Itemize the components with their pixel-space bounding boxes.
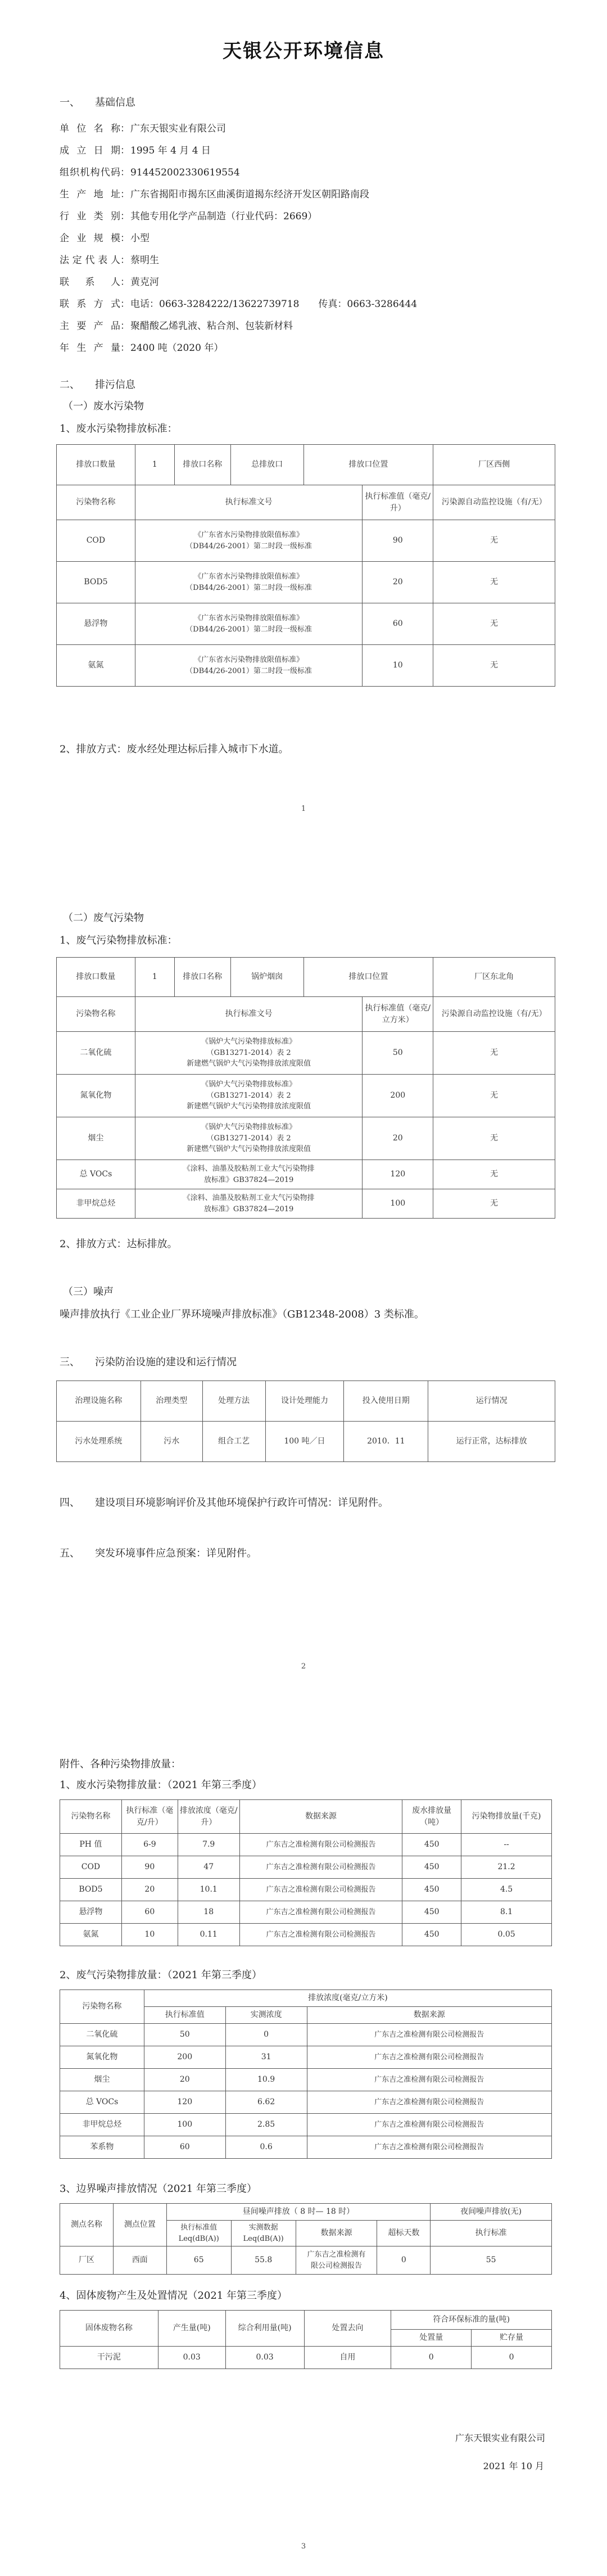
header-daytime: 昼间噪声排放（ 8 时— 18 时）: [166, 2204, 431, 2221]
colon: ：: [120, 321, 130, 332]
exhaust-cell: 6.62: [225, 2091, 307, 2114]
limit-value: 200: [363, 1075, 433, 1117]
standard-doc: [135, 562, 363, 603]
basic-info-value: 小型: [130, 233, 150, 244]
exhaust-amount-table: [60, 1989, 552, 2159]
header-measured: 实测浓度: [225, 2007, 307, 2024]
solid-waste-cell: 0.03: [158, 2347, 225, 2369]
wastewater-standard-table: [56, 444, 555, 687]
section-3-heading: 三、 污染防治设施的建设和运行情况: [60, 1356, 237, 1368]
header-limit: 执行标准值（毫克/立方米）: [363, 997, 433, 1032]
exhaust-cell: 31: [225, 2046, 307, 2069]
colon: ：: [120, 167, 130, 178]
solid-waste-cell: 0: [472, 2347, 552, 2369]
exhaust-cell: 120: [144, 2091, 225, 2114]
facility-header-cell: 运行情况: [428, 1381, 555, 1422]
wastewater-amount-title: 1、废水污染物排放量：（2021 年第三季度）: [60, 1779, 262, 1791]
monitor-status: 无: [433, 645, 555, 687]
exhaust-cell: 烟尘: [60, 2069, 144, 2091]
table-row: [57, 1075, 555, 1117]
header-standard-value: 执行标准值: [144, 2007, 225, 2024]
table-row: [57, 1117, 555, 1160]
basic-info-row: [60, 166, 240, 180]
amount-cell: 450: [402, 1834, 461, 1856]
over-days: 0: [377, 2246, 431, 2275]
standard-line: 新建燃气锅炉大气污染物排放浓度限值: [187, 1059, 311, 1068]
outlet-name: 总排放口: [230, 445, 304, 485]
amount-cell: 60: [121, 1901, 178, 1924]
table-row: [57, 520, 555, 562]
exhaust-standard-table: [56, 957, 555, 1219]
standard-line: （GB13271-2014）表 2: [206, 1048, 291, 1057]
header-pollutant: 污染物名称: [57, 997, 135, 1032]
data-source: [296, 2246, 377, 2275]
point-location: 西面: [113, 2246, 166, 2275]
basic-info-key: 单 位 名 称: [60, 123, 120, 134]
basic-info-row: [60, 210, 317, 224]
exhaust-cell: 非甲烷总烃: [60, 2114, 144, 2136]
basic-info-row: [60, 254, 159, 268]
amount-cell: 4.5: [461, 1879, 552, 1901]
table-row: [57, 645, 555, 687]
section-1-heading: 一、 基础信息: [60, 97, 135, 109]
limit-value: 20: [363, 1117, 433, 1160]
header-monitor: 污染源自动监控设施（有/无）: [433, 997, 555, 1032]
exhaust-cell: 苯系物: [60, 2136, 144, 2159]
exhaust-cell: 广东吉之准检测有限公司检测报告: [307, 2046, 551, 2069]
standard-line: 放标准》GB37824—2019: [203, 1175, 294, 1184]
standard-value: 65: [166, 2246, 231, 2275]
colon: ：: [120, 123, 130, 134]
amount-header-cell: 废水排放量（吨）: [402, 1800, 461, 1834]
standard-line: 《广东省水污染物排放限值标准》: [194, 614, 304, 622]
basic-info-key: 主 要 产 品: [60, 321, 120, 332]
header-pollutant: 污染物名称: [60, 1990, 144, 2024]
standard-line: 《涂料、油墨及胶粘剂工业大气污染物排: [183, 1194, 315, 1202]
table-row: [60, 1879, 552, 1901]
pollutant-name: 非甲烷总烃: [57, 1189, 135, 1219]
colon: ：: [120, 189, 130, 200]
amount-cell: 8.1: [461, 1901, 552, 1924]
header-monitor: 污染源自动监控设施（有/无）: [433, 485, 555, 520]
header-night: 夜间噪声排放(无): [431, 2204, 552, 2221]
facility-header-cell: 处理方法: [202, 1381, 265, 1422]
header-standard: 执行标准文号: [135, 997, 363, 1032]
monitor-status: 无: [433, 1160, 555, 1189]
point-name: 厂区: [60, 2246, 114, 2275]
basic-info-key: 联 系 人: [60, 277, 120, 288]
standard-doc: [135, 520, 363, 562]
outlet-count-label: 排放口数量: [57, 445, 135, 485]
header-pollutant: 污染物名称: [57, 485, 135, 520]
exhaust-cell: 0.6: [225, 2136, 307, 2159]
noise-heading: （三）噪声: [63, 1286, 114, 1298]
wastewater-heading: （一）废水污染物: [63, 400, 144, 412]
amount-header-cell: 污染物排放量(千克): [461, 1800, 552, 1834]
limit-value: 90: [363, 520, 433, 562]
exhaust-cell: 广东吉之准检测有限公司检测报告: [307, 2069, 551, 2091]
noise-amount-table: [60, 2203, 552, 2275]
data-source-line-1: 广东吉之准检测有: [307, 2250, 366, 2259]
amount-cell: 47: [178, 1856, 239, 1879]
exhaust-cell: 广东吉之准检测有限公司检测报告: [307, 2114, 551, 2136]
outlet-location-label: 排放口位置: [304, 445, 433, 485]
amount-cell: 广东吉之准检测有限公司检测报告: [239, 1924, 402, 1946]
facility-cell: 100 吨／日: [265, 1422, 344, 1462]
amount-cell: PH 值: [60, 1834, 122, 1856]
header-storage: 贮存量: [472, 2330, 552, 2347]
standard-line: 《广东省水污染物排放限值标准》: [194, 656, 304, 664]
standard-doc: [135, 1032, 363, 1075]
exhaust-cell: 2.85: [225, 2114, 307, 2136]
noise-amount-title: 3、边界噪声排放情况（2021 年第三季度）: [60, 2183, 257, 2195]
basic-info-row: [60, 188, 369, 202]
colon: ：: [120, 145, 130, 156]
header-disposal: 处置量: [391, 2330, 472, 2347]
amount-header-cell: 排放浓度（毫克/升）: [178, 1800, 239, 1834]
table-row: [60, 1901, 552, 1924]
basic-info-key: 企 业 规 模: [60, 233, 120, 244]
amount-cell: 450: [402, 1879, 461, 1901]
signature-company: 广东天银实业有限公司: [455, 2433, 545, 2443]
exhaust-cell: 总 VOCs: [60, 2091, 144, 2114]
noise-standard-text: 噪声排放执行《工业企业厂界环境噪声排放标准》（GB12348-2008）3 类标准。: [60, 1309, 424, 1320]
solid-waste-cell: 自用: [304, 2347, 391, 2369]
solid-waste-cell: 0.03: [225, 2347, 304, 2369]
standard-line: 《锅炉大气污染物排放标准》: [201, 1080, 297, 1089]
wastewater-standard-title: 1、废水污染物排放标准：: [60, 423, 178, 435]
amount-cell: 0.05: [461, 1924, 552, 1946]
exhaust-heading: （二）废气污染物: [63, 912, 144, 924]
limit-value: 20: [363, 562, 433, 603]
amount-cell: 广东吉之准检测有限公司检测报告: [239, 1879, 402, 1901]
wastewater-amount-table: [60, 1799, 552, 1946]
standard-line: （DB44/26-2001）第二时段一级标准: [185, 583, 312, 592]
amount-cell: 450: [402, 1901, 461, 1924]
amount-cell: 广东吉之准检测有限公司检测报告: [239, 1856, 402, 1879]
header-compliant-amount: 符合环保标准的量(吨): [391, 2311, 552, 2330]
basic-info-row: [60, 145, 211, 158]
header-standard: 执行标准文号: [135, 485, 363, 520]
exhaust-amount-title: 2、废气污染物排放量：（2021 年第三季度）: [60, 1969, 262, 1981]
colon: ：: [120, 342, 130, 354]
basic-info-value: 电话：0663-3284222/13622739718 传真：0663-3286444: [130, 299, 418, 310]
header-point-location: 测点位置: [113, 2204, 166, 2246]
pollutant-name: 悬浮物: [57, 603, 135, 645]
header-source: 数据来源: [307, 2007, 551, 2024]
monitor-status: 无: [433, 520, 555, 562]
basic-info-row: [60, 320, 293, 333]
amount-cell: 21.2: [461, 1856, 552, 1879]
colon: ：: [120, 277, 130, 288]
section-4-text: 四、 建设项目环境影响评价及其他环境保护行政许可情况：详见附件。: [60, 1497, 388, 1509]
page-number: 2: [301, 1662, 306, 1671]
amount-cell: 450: [402, 1924, 461, 1946]
outlet-name: 锅炉烟囱: [230, 958, 304, 997]
standard-doc: [135, 1160, 363, 1189]
basic-info-key: 年 生 产 量: [60, 342, 120, 354]
measured-value: 55.8: [231, 2246, 296, 2275]
solid-waste-table: [60, 2310, 552, 2369]
header-over-days: 超标天数: [377, 2221, 431, 2246]
header-measured: 实测数据Leq(dB(A)): [231, 2221, 296, 2246]
basic-info-row: [60, 298, 417, 312]
pollutant-name: 氨氮: [57, 645, 135, 687]
limit-value: 10: [363, 645, 433, 687]
monitor-status: 无: [433, 603, 555, 645]
standard-doc: [135, 1189, 363, 1219]
standard-line: 《锅炉大气污染物排放标准》: [201, 1037, 297, 1046]
header-reused: 综合利用量(吨): [225, 2311, 304, 2347]
amount-cell: 7.9: [178, 1834, 239, 1856]
exhaust-cell: 10.9: [225, 2069, 307, 2091]
header-destination: 处置去向: [304, 2311, 391, 2347]
header-concentration: 排放浓度(毫克/立方米): [144, 1990, 551, 2007]
header-generated: 产生量(吨): [158, 2311, 225, 2347]
outlet-count-label: 排放口数量: [57, 958, 135, 997]
header-source: 数据来源: [296, 2221, 377, 2246]
outlet-name-label: 排放口名称: [174, 958, 230, 997]
basic-info-value: 黄克河: [130, 277, 159, 288]
basic-info-row: [60, 123, 226, 136]
pollutant-name: 二氧化硫: [57, 1032, 135, 1075]
attachment-heading: 附件、各种污染物排放量：: [60, 1758, 181, 1770]
basic-info-value: 2400 吨（2020 年）: [130, 342, 224, 354]
pollutant-name: 氮氧化物: [57, 1075, 135, 1117]
table-row: [60, 1924, 552, 1946]
page-number: 3: [301, 2542, 306, 2551]
exhaust-cell: 广东吉之准检测有限公司检测报告: [307, 2091, 551, 2114]
basic-info-row: [60, 232, 150, 246]
facility-cell: 运行正常，达标排放: [428, 1422, 555, 1462]
amount-header-cell: 执行标准（毫克/升）: [121, 1800, 178, 1834]
exhaust-cell: 200: [144, 2046, 225, 2069]
outlet-location-label: 排放口位置: [304, 958, 433, 997]
basic-info-key: 成 立 日 期: [60, 145, 120, 156]
standard-line: （GB13271-2014）表 2: [206, 1134, 291, 1143]
basic-info-value: 蔡明生: [130, 255, 159, 266]
facility-header-cell: 治理类型: [141, 1381, 202, 1422]
table-row: [57, 562, 555, 603]
amount-cell: 氨氮: [60, 1924, 122, 1946]
standard-line: 《广东省水污染物排放限值标准》: [194, 531, 304, 539]
basic-info-key: 法 定 代 表 人: [60, 255, 120, 266]
header-point-name: 测点名称: [60, 2204, 114, 2246]
data-source-line-2: 限公司检测报告: [311, 2261, 363, 2270]
table-row: [60, 1834, 552, 1856]
outlet-location: 厂区东北角: [433, 958, 555, 997]
exhaust-cell: 广东吉之准检测有限公司检测报告: [307, 2136, 551, 2159]
basic-info-value: 聚醋酸乙烯乳液、粘合剂、包装新材料: [130, 321, 293, 332]
solid-waste-title: 4、固体废物产生及处置情况（2021 年第三季度）: [60, 2290, 287, 2302]
standard-line: 《锅炉大气污染物排放标准》: [201, 1123, 297, 1132]
standard-line: （DB44/26-2001）第二时段一级标准: [185, 625, 312, 634]
page-number: 1: [301, 805, 306, 813]
exhaust-cell: 20: [144, 2069, 225, 2091]
amount-cell: 广东吉之准检测有限公司检测报告: [239, 1834, 402, 1856]
basic-info-row: [60, 342, 223, 355]
colon: ：: [120, 255, 130, 266]
exhaust-cell: 二氧化硫: [60, 2024, 144, 2046]
table-row: [60, 2069, 552, 2091]
page-title: 天银公开环境信息: [223, 40, 384, 62]
amount-cell: 10.1: [178, 1879, 239, 1901]
facility-header-cell: 投入使用日期: [344, 1381, 428, 1422]
night-standard: 55: [431, 2246, 552, 2275]
basic-info-value: 其他专用化学产品制造（行业代码：2669）: [130, 211, 318, 222]
header-standard: 执行标准: [431, 2221, 552, 2246]
exhaust-cell: 氮氧化物: [60, 2046, 144, 2069]
outlet-count: 1: [135, 445, 174, 485]
amount-cell: --: [461, 1834, 552, 1856]
section-5-text: 五、 突发环境事件应急预案：详见附件。: [60, 1548, 257, 1559]
amount-cell: 450: [402, 1856, 461, 1879]
monitor-status: 无: [433, 562, 555, 603]
exhaust-cell: 50: [144, 2024, 225, 2046]
header-limit: 执行标准值（毫克/升）: [363, 485, 433, 520]
colon: ：: [120, 233, 130, 244]
amount-cell: 悬浮物: [60, 1901, 122, 1924]
basic-info-key: 组织机构代码: [60, 167, 120, 178]
header-standard-value: 执行标准值Leq(dB(A)): [166, 2221, 231, 2246]
standard-doc: [135, 1117, 363, 1160]
amount-cell: 20: [121, 1879, 178, 1901]
signature-date: 2021 年 10 月: [483, 2461, 544, 2471]
amount-header-cell: 数据来源: [239, 1800, 402, 1834]
facility-cell: 组合工艺: [202, 1422, 265, 1462]
basic-info-key: 行 业 类 别: [60, 211, 120, 222]
limit-value: 60: [363, 603, 433, 645]
amount-cell: 90: [121, 1856, 178, 1879]
limit-value: 120: [363, 1160, 433, 1189]
amount-cell: 10: [121, 1924, 178, 1946]
standard-line: （DB44/26-2001）第二时段一级标准: [185, 666, 312, 675]
exhaust-discharge-method: 2、排放方式：达标排放。: [60, 1238, 178, 1250]
facility-header-cell: 设计处理能力: [265, 1381, 344, 1422]
solid-waste-cell: 0: [391, 2347, 472, 2369]
amount-cell: 18: [178, 1901, 239, 1924]
exhaust-cell: 60: [144, 2136, 225, 2159]
monitor-status: 无: [433, 1189, 555, 1219]
amount-header-cell: 污染物名称: [60, 1800, 122, 1834]
monitor-status: 无: [433, 1032, 555, 1075]
standard-line: 新建燃气锅炉大气污染物排放浓度限值: [187, 1145, 311, 1154]
solid-waste-cell: 干污泥: [60, 2347, 158, 2369]
amount-cell: BOD5: [60, 1879, 122, 1901]
monitor-status: 无: [433, 1075, 555, 1117]
amount-cell: 6-9: [121, 1834, 178, 1856]
colon: ：: [120, 299, 130, 310]
section-2-heading: 二、 排污信息: [60, 379, 135, 391]
table-row: [57, 1189, 555, 1219]
table-row: [60, 2024, 552, 2046]
pollutant-name: 烟尘: [57, 1117, 135, 1160]
exhaust-cell: 100: [144, 2114, 225, 2136]
facility-cell: 污水: [141, 1422, 202, 1462]
standard-line: （DB44/26-2001）第二时段一级标准: [185, 542, 312, 551]
facility-table: [56, 1381, 555, 1462]
standard-line: 《涂料、油墨及胶粘剂工业大气污染物排: [183, 1165, 315, 1173]
facility-header-cell: 治理设施名称: [57, 1381, 141, 1422]
basic-info-key: 联 系 方 式: [60, 299, 120, 310]
table-row: [60, 2091, 552, 2114]
limit-value: 50: [363, 1032, 433, 1075]
standard-doc: [135, 1075, 363, 1117]
outlet-count: 1: [135, 958, 174, 997]
basic-info-value: 广东省揭阳市揭东区曲溪街道揭东经济开发区朝阳路南段: [130, 189, 369, 200]
standard-line: 新建燃气锅炉大气污染物排放浓度限值: [187, 1102, 311, 1111]
header-waste-name: 固体废物名称: [60, 2311, 158, 2347]
table-row: [57, 603, 555, 645]
standard-doc: [135, 603, 363, 645]
amount-cell: 0.11: [178, 1924, 239, 1946]
exhaust-standard-title: 1、废气污染物排放标准：: [60, 935, 178, 946]
pollutant-name: BOD5: [57, 562, 135, 603]
standard-line: 放标准》GB37824—2019: [203, 1204, 294, 1213]
table-row: [60, 1856, 552, 1879]
basic-info-value: 广东天银实业有限公司: [130, 123, 226, 134]
amount-cell: 广东吉之准检测有限公司检测报告: [239, 1901, 402, 1924]
standard-line: （GB13271-2014）表 2: [206, 1091, 291, 1100]
monitor-status: 无: [433, 1117, 555, 1160]
facility-cell: 2010．11: [344, 1422, 428, 1462]
wastewater-discharge-method: 2、排放方式：废水经处理达标后排入城市下水道。: [60, 743, 289, 755]
table-row: [60, 2136, 552, 2159]
basic-info-key: 生 产 地 址: [60, 189, 120, 200]
exhaust-cell: 0: [225, 2024, 307, 2046]
basic-info-row: [60, 276, 159, 290]
standard-doc: [135, 645, 363, 687]
basic-info-value: 914452002330619554: [130, 167, 240, 178]
exhaust-cell: 广东吉之准检测有限公司检测报告: [307, 2024, 551, 2046]
facility-cell: 污水处理系统: [57, 1422, 141, 1462]
table-row: [57, 1160, 555, 1189]
table-row: [57, 1032, 555, 1075]
amount-cell: COD: [60, 1856, 122, 1879]
pollutant-name: 总 VOCs: [57, 1160, 135, 1189]
basic-info-value: 1995 年 4 月 4 日: [130, 145, 211, 156]
outlet-location: 厂区西侧: [433, 445, 555, 485]
table-row: [60, 2114, 552, 2136]
standard-line: 《广东省水污染物排放限值标准》: [194, 572, 304, 581]
pollutant-name: COD: [57, 520, 135, 562]
colon: ：: [120, 211, 130, 222]
limit-value: 100: [363, 1189, 433, 1219]
outlet-name-label: 排放口名称: [174, 445, 230, 485]
table-row: [60, 2046, 552, 2069]
